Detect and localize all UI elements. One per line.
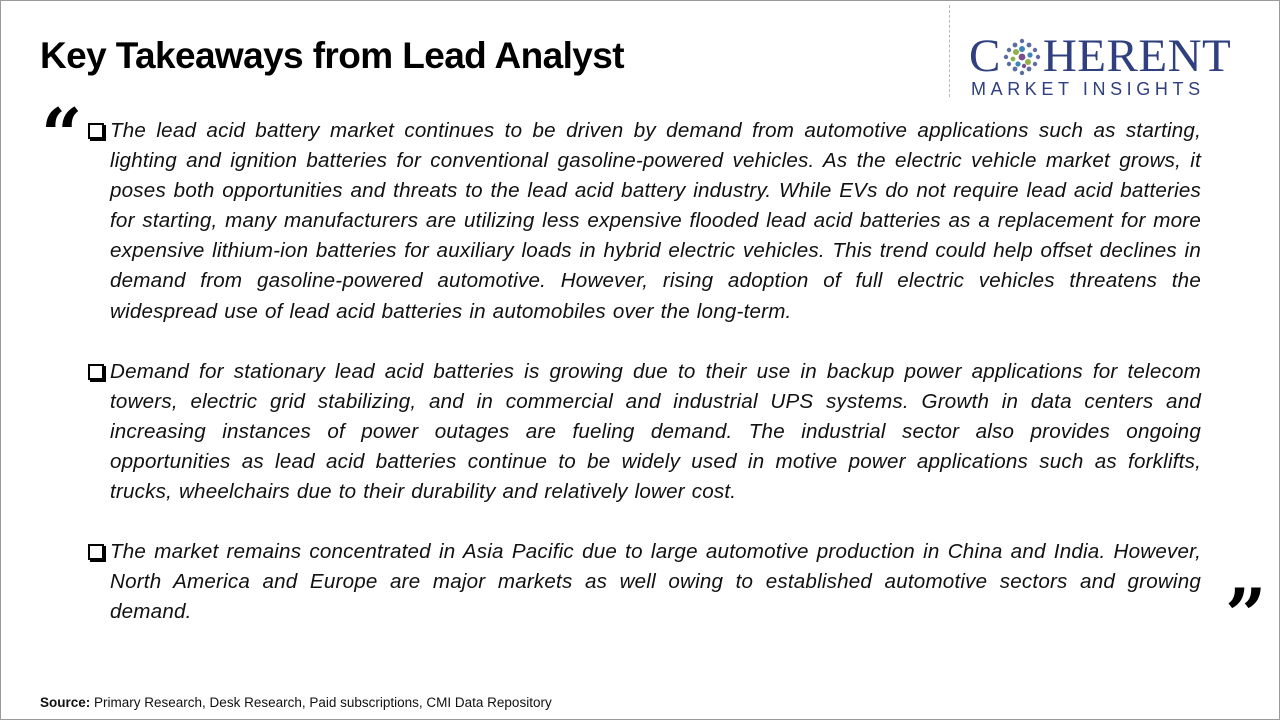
logo-tagline: MARKET INSIGHTS (971, 79, 1205, 99)
source-text: Primary Research, Desk Research, Paid subscriptions, CMI Data Repository (94, 695, 552, 710)
takeaway-item (87, 357, 1201, 507)
takeaway-text: Demand for stationary lead acid batteries is growing due to their use in backup power applications for telecom towers, electric grid stabilizing, and in commercial and industrial UPS systems. Growth in data centers and increasing instances of power outages are fueling demand. The industrial sector also provides ongoing opportunities as lead acid batteries continue to be widely used in motive power applications such as forklifts, trucks, wheelchairs due to their durability and relatively lower cost. (110, 359, 1201, 504)
company-logo (969, 31, 1261, 101)
takeaway-item (87, 537, 1201, 627)
takeaway-item (87, 116, 1201, 327)
checkbox-bullet-icon (88, 123, 104, 139)
checkbox-bullet-icon (88, 544, 104, 560)
logo-wordmark (969, 31, 1231, 81)
page-title: Key Takeaways from Lead Analyst (40, 35, 624, 76)
source-note (40, 695, 552, 710)
open-quote-icon: “ (41, 92, 83, 177)
checkbox-bullet-icon (88, 364, 104, 380)
close-quote-icon: ” (1225, 572, 1267, 657)
source-label: Source: (40, 695, 91, 710)
dotted-globe-icon (1002, 37, 1042, 77)
logo-divider (949, 5, 950, 97)
takeaway-text: The lead acid battery market continues to be driven by demand from automotive applications such as starting, lighting and ignition batteries for conventional gasoline-powered vehicles. As the electric vehicle market grows, it poses both opportunities and threats to the lead acid battery industry. While EVs do not require lead acid batteries for starting, many manufacturers are utilizing less expensive flooded lead acid batteries as a replacement for more expensive lithium-ion batteries for auxiliary loads in hybrid electric vehicles. This trend could help offset declines in demand from gasoline-powered automotive. However, rising adoption of full electric vehicles threatens the widespread use of lead acid batteries in automobiles over the long-term. (110, 119, 1201, 323)
takeaway-list (87, 116, 1201, 657)
logo-word-left: C (969, 30, 1001, 82)
takeaway-text: The market remains concentrated in Asia Pacific due to large automotive production in China and India. However, North America and Europe are major markets as well owing to established automotive sectors and growing demand. (110, 540, 1201, 624)
logo-word-right: HERENT (1042, 30, 1232, 82)
